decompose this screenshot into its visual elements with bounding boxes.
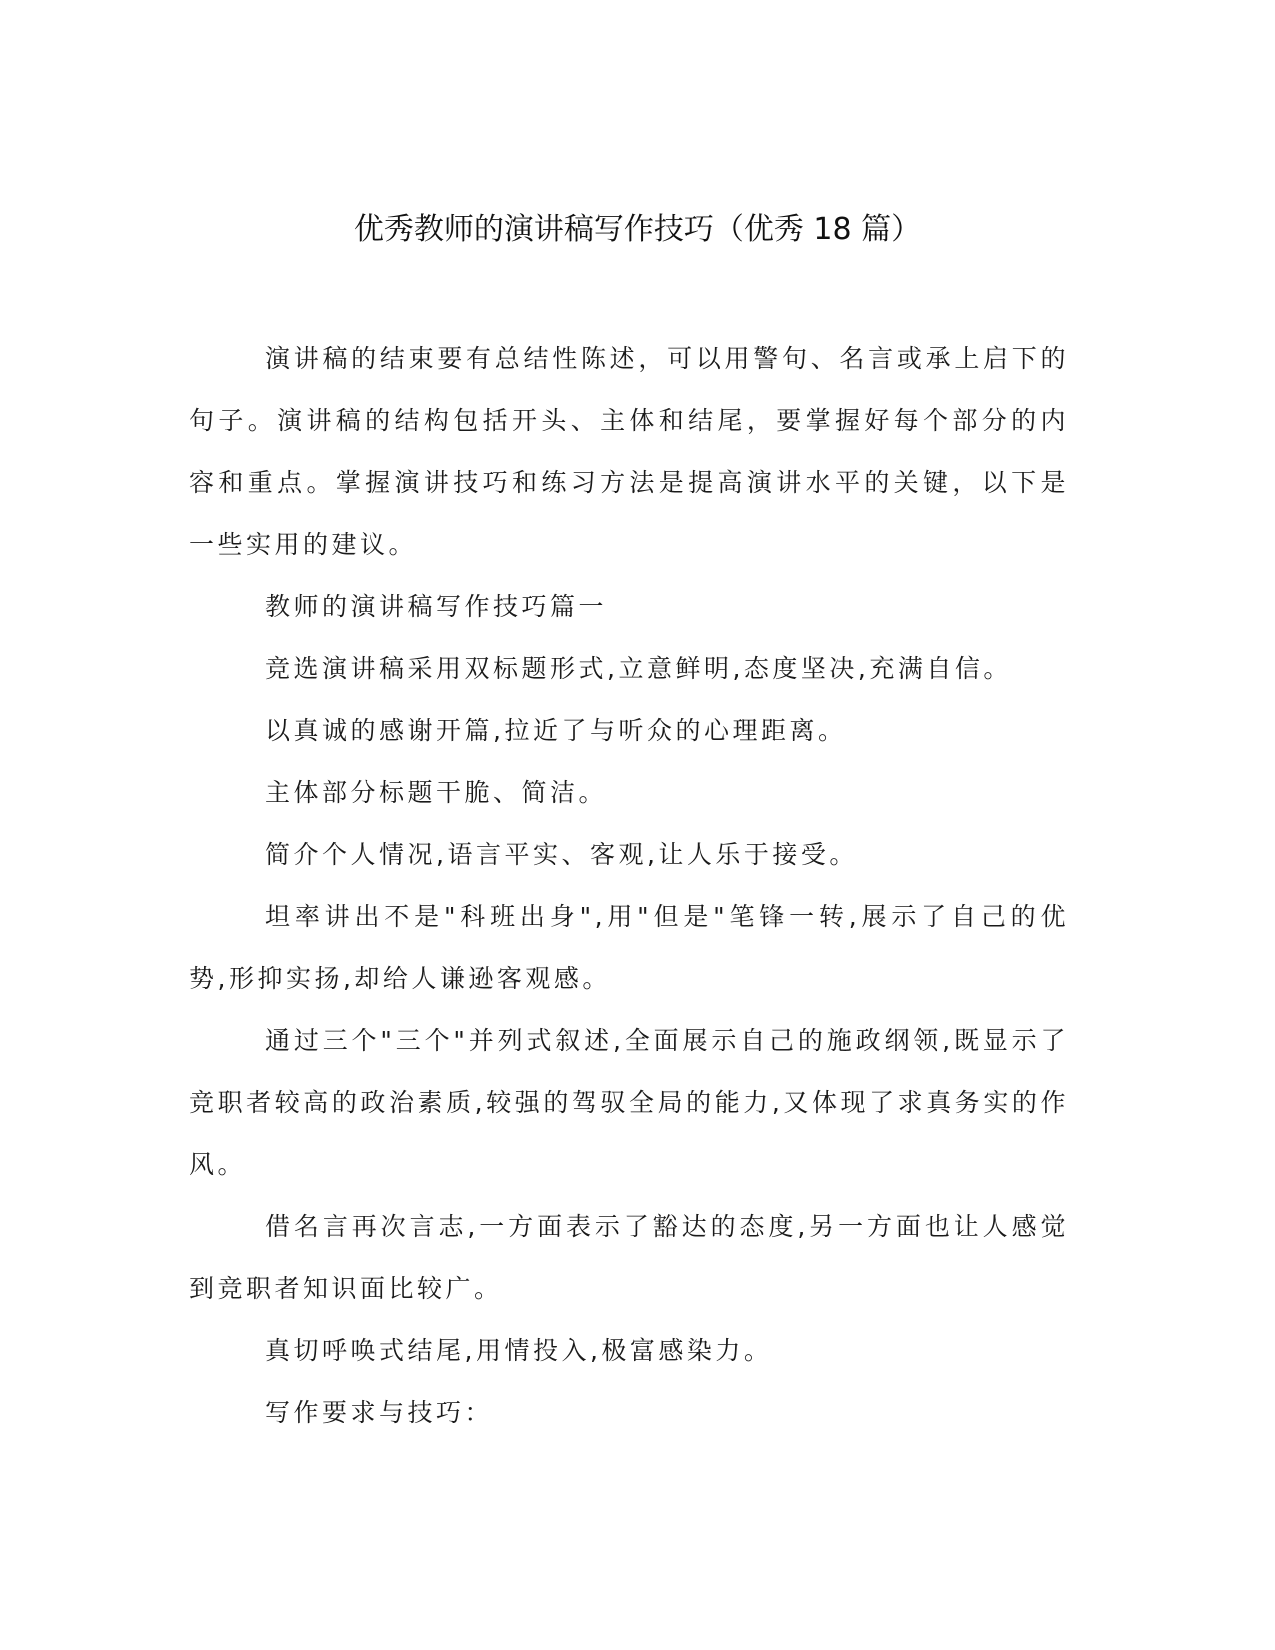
paragraph: 通过三个"三个"并列式叙述,全面展示自己的施政纲领,既显示了竞职者较高的政治素质,较强的驾驭全局的能力,又体现了求真务实的作风。 (189, 1026, 1069, 1179)
paragraph: 简介个人情况,语言平实、客观,让人乐于接受。 (265, 840, 858, 869)
paragraph: 真切呼唤式结尾,用情投入,极富感染力。 (265, 1336, 773, 1365)
section-heading: 教师的演讲稿写作技巧篇一 (265, 592, 608, 621)
paragraph: 坦率讲出不是"科班出身",用"但是"笔锋一转,展示了自己的优势,形抑实扬,却给人谦逊客观感。 (189, 902, 1069, 993)
document-title: 优秀教师的演讲稿写作技巧（优秀 18 篇） (353, 212, 922, 247)
paragraph: 以真诚的感谢开篇,拉近了与听众的心理距离。 (265, 716, 847, 745)
paragraph: 借名言再次言志,一方面表示了豁达的态度,另一方面也让人感觉到竞职者知识面比较广。 (189, 1212, 1069, 1303)
document-body (189, 328, 1069, 1444)
paragraph: 主体部分标题干脆、简洁。 (265, 778, 608, 807)
subheading: 写作要求与技巧： (265, 1398, 494, 1427)
paragraph: 竞选演讲稿采用双标题形式,立意鲜明,态度坚决,充满自信。 (265, 654, 1012, 683)
paragraph-intro: 演讲稿的结束要有总结性陈述，可以用警句、名言或承上启下的句子。演讲稿的结构包括开头、主体和结尾，要掌握好每个部分的内容和重点。掌握演讲技巧和练习方法是提高演讲水平的关键，以下是一些实用的建议。 (189, 344, 1069, 559)
